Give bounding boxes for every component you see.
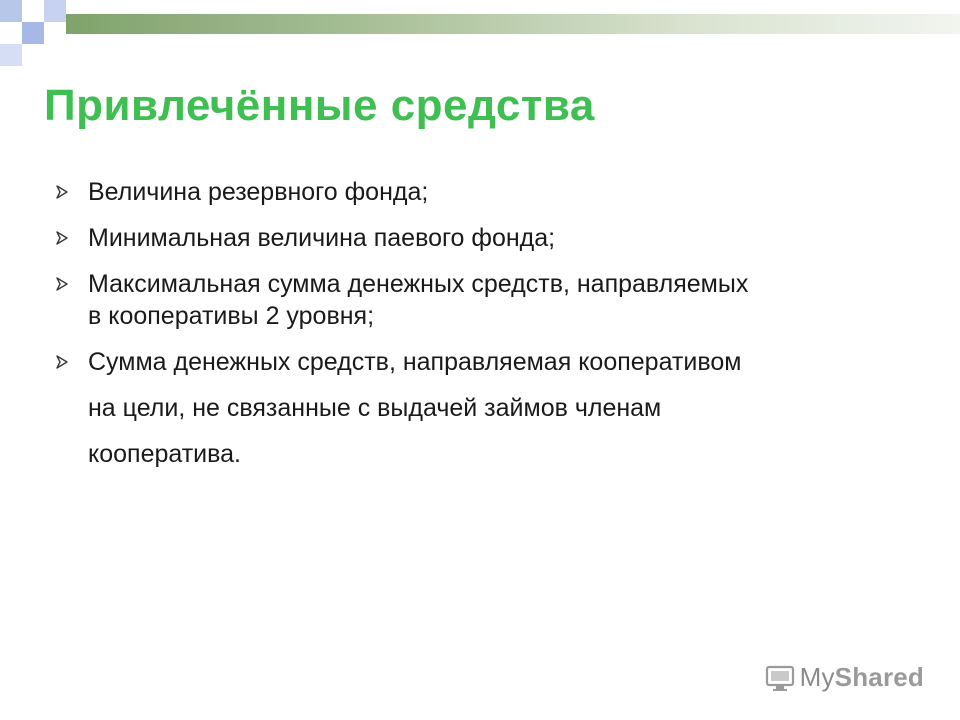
decor-square [0,44,22,66]
bullet-text: Максимальная сумма денежных средств, направляемых [88,270,749,298]
bullet-item [52,222,942,254]
bullet-item [52,176,942,208]
decor-square [44,22,66,44]
arrow-bullet-icon [54,184,70,200]
bullet-item [52,268,942,332]
bullet-item [52,346,942,470]
arrow-bullet-icon [54,276,70,292]
bullet-text: Величина резервного фонда; [88,178,429,206]
bullet-text: на цели, не связанные с выдачей займов членам [88,394,662,422]
arrow-bullet-icon [54,230,70,246]
decor-square [0,22,22,44]
myshared-watermark [764,660,924,694]
decor-square [44,0,66,22]
watermark-my: My [799,661,835,692]
decor-square [22,44,44,66]
decor-square [22,22,44,44]
decor-square [22,0,44,22]
slide-title: Привлечённые средства [44,81,595,130]
watermark-shared: Shared [834,661,924,692]
bullet-text: кооператива. [88,440,241,468]
myshared-logo-icon [764,661,796,693]
bullet-text: Минимальная величина паевого фонда; [88,224,556,252]
bullet-list [52,176,942,484]
top-gradient-bar [66,14,960,34]
bullet-text: в кооперативы 2 уровня; [88,302,375,330]
bullet-text: Сумма денежных средств, направляемая кооперативом [88,348,742,376]
arrow-bullet-icon [54,354,70,370]
decor-square [0,0,22,22]
